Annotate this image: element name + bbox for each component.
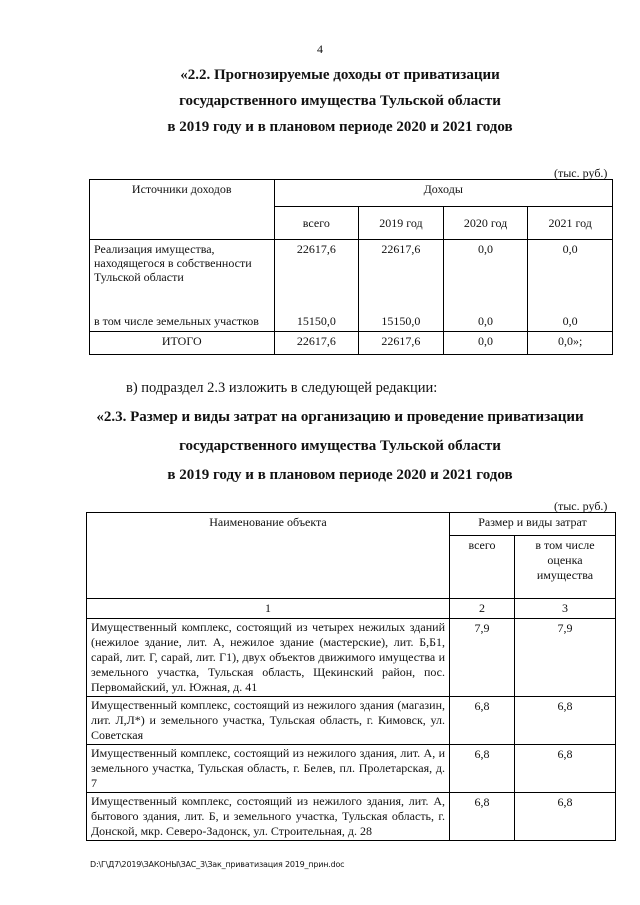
subheader-2020: 2020 год: [443, 207, 528, 240]
column-numbers-row: [87, 599, 616, 619]
table-row: [87, 619, 616, 697]
cell-value: 6,8: [515, 745, 616, 793]
costs-table: [86, 512, 616, 841]
cell-value: 7,9: [450, 619, 515, 697]
section2-heading-line: государственного имущества Тульской области: [179, 438, 501, 454]
section2-heading-line: «2.3. Размер и виды затрат на организацию и проведение приватизации: [96, 409, 584, 425]
object-name: Имущественный комплекс, состоящий из нежилого здания, лит. А, бытового здания, лит. Б, и земельного участка, Тульская область, г. Донской, мкр. Северо-Задонск, ул. Строительная, д. 28: [87, 793, 450, 841]
subheader-2021: 2021 год: [528, 207, 613, 240]
total-row: [90, 332, 613, 355]
subheader-total: всего: [274, 207, 359, 240]
cell-value: 0,0: [528, 240, 613, 313]
cell-value: 6,8: [450, 793, 515, 841]
section1-heading-line: в 2019 году и в плановом периоде 2020 и 2021 годов: [167, 119, 513, 135]
cell-value: 6,8: [450, 697, 515, 745]
column-number: 1: [87, 599, 450, 619]
cell-value: 15150,0: [274, 312, 359, 332]
object-name: Имущественный комплекс, состоящий из нежилого здания (магазин, лит. Л,Л*) и земельного участка, Тульская область, г. Кимовск, ул. Советская: [87, 697, 450, 745]
section1-heading: [60, 62, 620, 140]
cell-value: 22617,6: [359, 240, 444, 313]
income-table: [89, 179, 613, 355]
subheader-2019: 2019 год: [359, 207, 444, 240]
section2-heading-line: в 2019 году и в плановом периоде 2020 и 2021 годов: [167, 467, 513, 483]
table-row: [90, 240, 613, 313]
total-value: 22617,6: [359, 332, 444, 355]
cell-value: 6,8: [515, 697, 616, 745]
cell-value: 6,8: [450, 745, 515, 793]
column-number: 2: [450, 599, 515, 619]
table-row: [90, 312, 613, 332]
row-label: в том числе земельных участков: [90, 312, 275, 332]
income-table-header-row: [90, 180, 613, 207]
cell-value: 22617,6: [274, 240, 359, 313]
footer-file-path: D:\Г\Д7\2019\ЗАКОНЫ\ЗАС_3\Зак_приватизация 2019_прин.doc: [90, 860, 345, 869]
cell-value: 6,8: [515, 793, 616, 841]
row-label: Реализация имущества, находящегося в собственности Тульской области: [90, 240, 275, 313]
col-income-header: Доходы: [274, 180, 612, 207]
section1-heading-line: «2.2. Прогнозируемые доходы от приватизации: [180, 67, 500, 83]
cell-value: 0,0: [443, 312, 528, 332]
table-row: [87, 745, 616, 793]
page-number: 4: [317, 42, 323, 56]
column-number: 3: [515, 599, 616, 619]
section1-heading-line: государственного имущества Тульской области: [179, 93, 501, 109]
table-row: [87, 793, 616, 841]
section1-unit: (тыс. руб.): [554, 166, 608, 180]
col-costs-header: Размер и виды затрат: [450, 513, 616, 536]
object-name: Имущественный комплекс, состоящий из четырех нежилых зданий (нежилое здание, лит. А, нежилое здание (мастерские), лит. Б,Б1, сарай, лит. Г, сарай, лит. Г1), двух объектов движимого имущества и земельного участка, Тульская область, Щекинский район, пос. Первомайский, ул. Южная, д. 41: [87, 619, 450, 697]
col-total-header: всего: [450, 536, 515, 599]
section2-unit: (тыс. руб.): [554, 499, 608, 513]
section2-heading: [60, 404, 620, 488]
cell-value: 0,0: [443, 240, 528, 313]
col-incl-header: в том числе оценка имущества: [515, 536, 616, 599]
table-row: [87, 697, 616, 745]
cell-value: 15150,0: [359, 312, 444, 332]
object-name: Имущественный комплекс, состоящий из нежилого здания, лит. А, и земельного участка, Тульская область, г. Белев, пл. Пролетарская, д. 7: [87, 745, 450, 793]
cell-value: 0,0: [528, 312, 613, 332]
lead-text: в) подраздел 2.3 изложить в следующей редакции:: [126, 380, 438, 396]
total-label: ИТОГО: [90, 332, 275, 355]
col-source-header: Источники доходов: [90, 180, 275, 240]
costs-table-header-row: [87, 513, 616, 536]
total-value: 0,0: [443, 332, 528, 355]
total-value: 0,0»;: [528, 332, 613, 355]
cell-value: 7,9: [515, 619, 616, 697]
col-name-header: Наименование объекта: [87, 513, 450, 599]
total-value: 22617,6: [274, 332, 359, 355]
